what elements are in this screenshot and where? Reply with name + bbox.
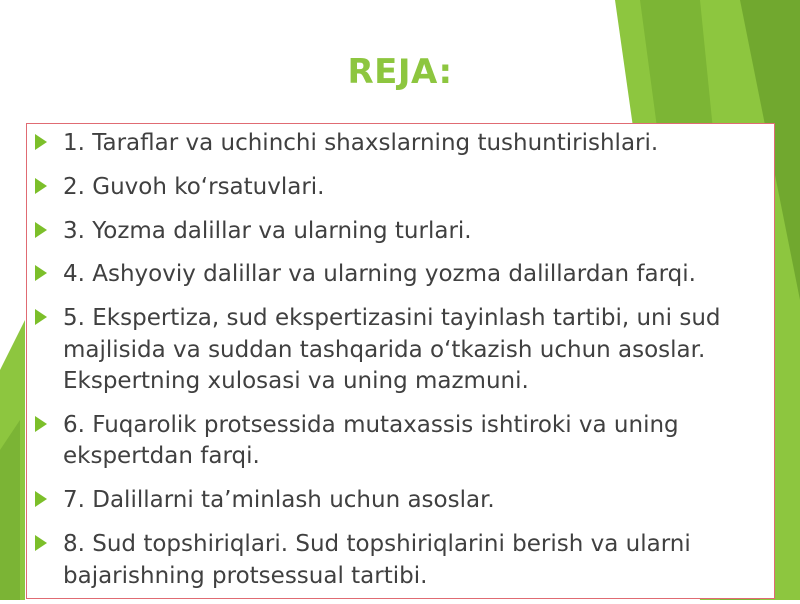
list-item-text: 2. Guvoh ko‘rsatuvlari. xyxy=(63,173,325,200)
triangle-bullet-icon xyxy=(35,309,47,325)
list-item-text: 3. Yozma dalillar va ularning turlari. xyxy=(63,217,472,244)
list-item xyxy=(33,172,773,204)
list-item-text: 5. Ekspertiza, sud ekspertizasini tayinlash tartibi, uni sud majlisida va suddan tashqarida o‘tkazish uchun asoslar. Ekspertning xulosasi va uning mazmuni. xyxy=(63,305,721,395)
list-item-text: 7. Dalillarni ta’minlash uchun asoslar. xyxy=(63,487,495,514)
list-item xyxy=(33,216,773,248)
agenda-list xyxy=(33,128,773,604)
triangle-bullet-icon xyxy=(35,265,47,281)
triangle-bullet-icon xyxy=(35,491,47,507)
triangle-bullet-icon xyxy=(35,134,47,150)
list-item xyxy=(33,259,773,291)
list-item xyxy=(33,410,773,473)
list-item-text: 6. Fuqarolik protsessida mutaxassis ishtiroki va uning ekspertdan farqi. xyxy=(63,411,679,470)
triangle-bullet-icon xyxy=(35,178,47,194)
list-item-text: 8. Sud topshiriqlari. Sud topshiriqlarini berish va ularni bajarishning protsessual tartibi. xyxy=(63,531,691,589)
triangle-bullet-icon xyxy=(35,222,47,238)
slide-title: REJA: xyxy=(347,52,453,92)
list-item xyxy=(33,128,773,160)
list-item-text: 1. Taraflar va uchinchi shaxslarning tushuntirishlari. xyxy=(63,130,659,156)
list-item xyxy=(33,485,773,517)
triangle-bullet-icon xyxy=(35,535,47,551)
list-item xyxy=(33,303,773,398)
triangle-bullet-icon xyxy=(35,416,47,432)
list-item-text: 4. Ashyoviy dalillar va ularning yozma dalillardan farqi. xyxy=(63,261,696,288)
list-item xyxy=(33,529,773,592)
